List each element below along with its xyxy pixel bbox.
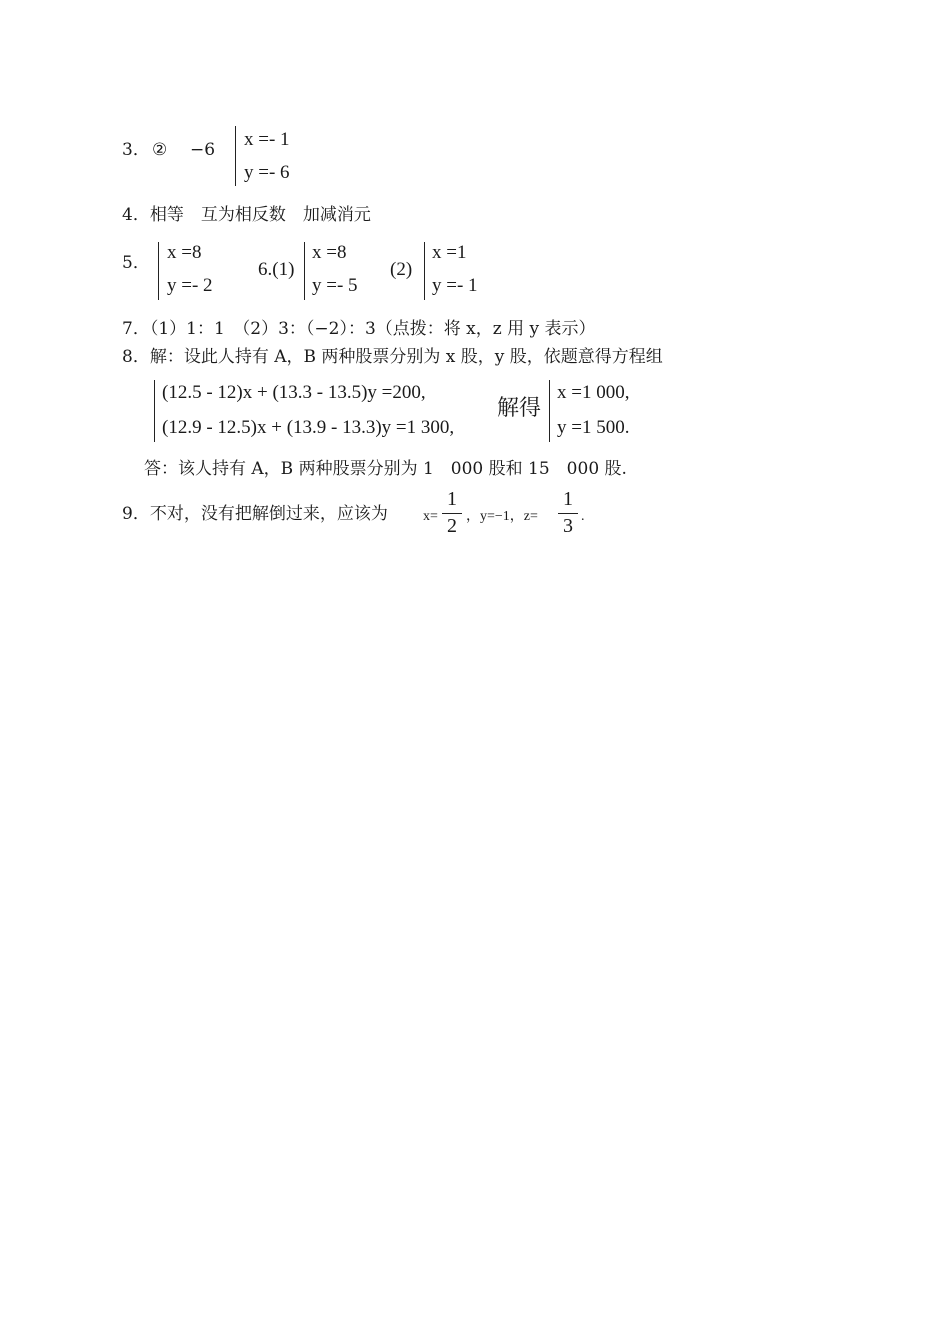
q3-brace — [235, 126, 242, 186]
q5-brace — [158, 242, 165, 300]
q6-eq1: x =8 — [312, 242, 347, 263]
q8-eq2: (12.9 - 12.5)x + (13.9 - 13.3)y =1 300, — [162, 417, 455, 438]
q3-number: 3． — [122, 140, 150, 160]
q4-text: 4．相等 互为相反数 加减消元 — [122, 205, 371, 225]
q7-text: 7．（1）1：1 （2）3：（−2）：3（点拨：将 x，z 用 y 表示） — [122, 319, 596, 339]
q3-eq1: x =- 1 — [244, 129, 290, 150]
q6-eq4: y =- 1 — [432, 275, 478, 296]
q5-eq1: x =8 — [167, 242, 202, 263]
q9-mid: ，y=−1，z= — [466, 509, 538, 524]
q6-number-2: (2) — [390, 259, 413, 280]
q8-sol1: x =1 000, — [557, 382, 630, 403]
q8-eq1: (12.5 - 12)x + (13.3 - 13.5)y =200, — [162, 382, 426, 403]
q9-x-denominator: 2 — [447, 515, 457, 537]
q6-brace-1 — [304, 242, 311, 300]
q3-eq2: y =- 6 — [244, 162, 290, 183]
q9-z-numerator: 1 — [563, 488, 573, 510]
q8-text: 8．解：设此人持有 A，B 两种股票分别为 x 股，y 股，依题意得方程组 — [122, 347, 663, 367]
q8-answer: 答：该人持有 A，B 两种股票分别为 1 000 股和 15 000 股. — [144, 459, 627, 479]
q6-eq2: y =- 5 — [312, 275, 358, 296]
q9-text: 9．不对，没有把解倒过来，应该为 — [122, 504, 388, 524]
q5-eq2: y =- 2 — [167, 275, 213, 296]
q6-brace-2 — [424, 242, 431, 300]
q9-z-bar — [558, 513, 578, 514]
q9-x-bar — [442, 513, 462, 514]
q8-brace-system — [154, 380, 161, 442]
q9-x-label: x= — [423, 509, 438, 524]
q9-z-fraction — [558, 488, 578, 538]
q5-number: 5． — [122, 253, 150, 273]
q3-circled-two: ② — [152, 140, 168, 160]
q8-sol2: y =1 500. — [557, 417, 630, 438]
q9-x-fraction — [442, 488, 462, 538]
q6-number: 6.(1) — [258, 259, 295, 280]
q6-eq3: x =1 — [432, 242, 467, 263]
q9-z-denominator: 3 — [563, 515, 573, 537]
q8-solve-label: 解得 — [497, 396, 542, 421]
q8-brace-solution — [549, 380, 556, 442]
q9-end: . — [581, 509, 585, 524]
q3-value: −6 — [190, 140, 216, 160]
q9-x-numerator: 1 — [447, 488, 457, 510]
